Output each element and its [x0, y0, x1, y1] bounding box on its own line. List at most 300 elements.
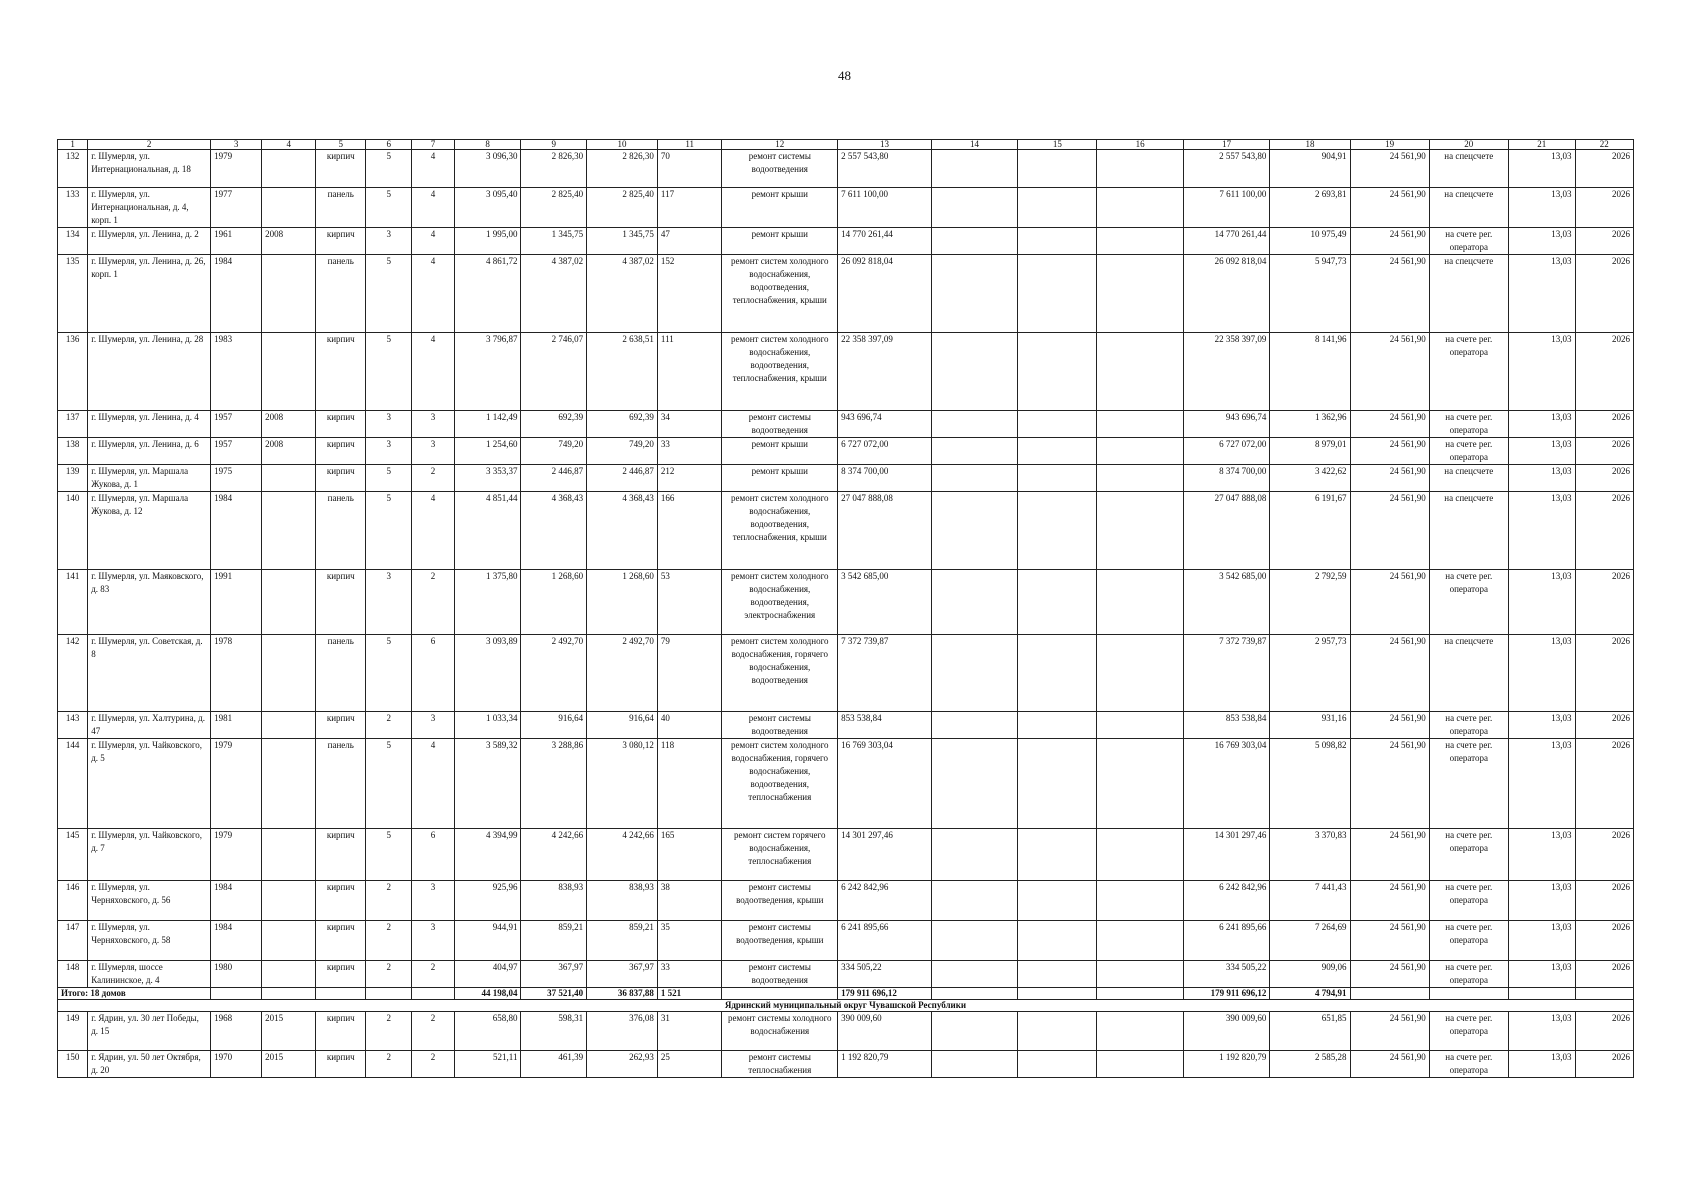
- total-area: 4 394,99: [454, 829, 521, 881]
- year-built: 1961: [211, 228, 262, 255]
- year-overhaul: 2015: [262, 1012, 316, 1051]
- col-15: [1018, 1051, 1097, 1078]
- work-type: ремонт системы холодного водоснабжения: [722, 1012, 838, 1051]
- residential-area: 749,20: [587, 438, 658, 465]
- residents: 212: [657, 465, 722, 492]
- wall-material: кирпич: [316, 333, 366, 411]
- cost-total: 2 557 543,80: [838, 150, 932, 188]
- column-number: 11: [657, 140, 722, 150]
- column-number: 21: [1508, 140, 1575, 150]
- max-unit-cost: 24 561,90: [1350, 829, 1429, 881]
- col-16: [1097, 492, 1183, 570]
- col-14: [931, 411, 1017, 438]
- col-16: [1097, 1012, 1183, 1051]
- completion-year: 2026: [1575, 411, 1633, 438]
- col-16: [1097, 739, 1183, 829]
- row-number: 139: [58, 465, 88, 492]
- col-16: [1097, 570, 1183, 635]
- table-row: [58, 1012, 1634, 1051]
- work-type: ремонт систем холодного водоснабжения, водоотведения, теплоснабжения, крыши: [722, 255, 838, 333]
- entrances: 2: [412, 961, 455, 988]
- col-15: [1018, 465, 1097, 492]
- wall-material: кирпич: [316, 1012, 366, 1051]
- cost-total: 3 542 685,00: [838, 570, 932, 635]
- fund-account: на спецсчете: [1429, 255, 1508, 333]
- max-unit-cost: 24 561,90: [1350, 492, 1429, 570]
- wall-material: панель: [316, 188, 366, 228]
- contribution-rate: 13,03: [1508, 411, 1575, 438]
- col-15: [1018, 411, 1097, 438]
- residential-area: 376,08: [587, 1012, 658, 1051]
- column-number: 1: [58, 140, 88, 150]
- residents: 118: [657, 739, 722, 829]
- col-15: [1018, 961, 1097, 988]
- address: г. Шумерля, ул. Ленина, д. 6: [88, 438, 211, 465]
- total-empty-cell: [1508, 988, 1575, 1000]
- floors: 5: [366, 255, 412, 333]
- cost-total: 8 374 700,00: [838, 465, 932, 492]
- completion-year: 2026: [1575, 1012, 1633, 1051]
- fund-account: на счете рег. оператора: [1429, 712, 1508, 739]
- fund-account: на счете рег. оператора: [1429, 333, 1508, 411]
- col-14: [931, 492, 1017, 570]
- floors: 3: [366, 438, 412, 465]
- col-16: [1097, 333, 1183, 411]
- section-title: Ядринский муниципальный округ Чувашской Республики: [58, 1000, 1634, 1012]
- residents: 79: [657, 635, 722, 712]
- entrances: 4: [412, 255, 455, 333]
- cost-total: 6 727 072,00: [838, 438, 932, 465]
- wall-material: панель: [316, 255, 366, 333]
- work-type: ремонт крыши: [722, 465, 838, 492]
- completion-year: 2026: [1575, 228, 1633, 255]
- table-row: [58, 333, 1634, 411]
- cost-owners: 6 727 072,00: [1183, 438, 1269, 465]
- total-empty-cell: [262, 988, 316, 1000]
- cost-total: 853 538,84: [838, 712, 932, 739]
- col-15: [1018, 492, 1097, 570]
- living-area: 4 368,43: [521, 492, 587, 570]
- col-14: [931, 188, 1017, 228]
- floors: 3: [366, 411, 412, 438]
- contribution-rate: 13,03: [1508, 228, 1575, 255]
- cost-owners: 22 358 397,09: [1183, 333, 1269, 411]
- total-empty-cell: [931, 988, 1017, 1000]
- col-14: [931, 570, 1017, 635]
- floors: 5: [366, 739, 412, 829]
- total-area: 404,97: [454, 961, 521, 988]
- table-row: [58, 465, 1634, 492]
- contribution-rate: 13,03: [1508, 1051, 1575, 1078]
- fund-account: на счете рег. оператора: [1429, 438, 1508, 465]
- col-16: [1097, 438, 1183, 465]
- max-unit-cost: 24 561,90: [1350, 1051, 1429, 1078]
- cost-total: 7 611 100,00: [838, 188, 932, 228]
- cost-owners: 390 009,60: [1183, 1012, 1269, 1051]
- fund-account: на счете рег. оператора: [1429, 1051, 1508, 1078]
- floors: 5: [366, 829, 412, 881]
- year-built: 1984: [211, 881, 262, 921]
- column-number-row: [58, 140, 1634, 150]
- table-row: [58, 492, 1634, 570]
- contribution-rate: 13,03: [1508, 188, 1575, 228]
- unit-cost: 8 141,96: [1270, 333, 1350, 411]
- col-15: [1018, 635, 1097, 712]
- row-number: 133: [58, 188, 88, 228]
- cost-total: 22 358 397,09: [838, 333, 932, 411]
- unit-cost: 651,85: [1270, 1012, 1350, 1051]
- wall-material: кирпич: [316, 465, 366, 492]
- address: г. Ядрин, ул. 50 лет Октября, д. 20: [88, 1051, 211, 1078]
- floors: 3: [366, 570, 412, 635]
- floors: 2: [366, 961, 412, 988]
- unit-cost: 6 191,67: [1270, 492, 1350, 570]
- col-14: [931, 961, 1017, 988]
- address: г. Шумерля, ул. Маршала Жукова, д. 1: [88, 465, 211, 492]
- entrances: 2: [412, 570, 455, 635]
- max-unit-cost: 24 561,90: [1350, 438, 1429, 465]
- total-empty-cell: [316, 988, 366, 1000]
- column-number: 12: [722, 140, 838, 150]
- entrances: 3: [412, 438, 455, 465]
- table-row: [58, 570, 1634, 635]
- column-number: 8: [454, 140, 521, 150]
- work-type: ремонт систем холодного водоснабжения, горячего водоснабжения, водоотведения, теплоснабжения: [722, 739, 838, 829]
- completion-year: 2026: [1575, 921, 1633, 961]
- max-unit-cost: 24 561,90: [1350, 1012, 1429, 1051]
- table-row: [58, 150, 1634, 188]
- year-overhaul: [262, 635, 316, 712]
- table-row: [58, 1051, 1634, 1078]
- table-row: [58, 829, 1634, 881]
- cost-total: 14 770 261,44: [838, 228, 932, 255]
- work-type: ремонт систем холодного водоснабжения, водоотведения, теплоснабжения, крыши: [722, 333, 838, 411]
- floors: 5: [366, 492, 412, 570]
- total-cost: 179 911 696,12: [838, 988, 932, 1000]
- contribution-rate: 13,03: [1508, 881, 1575, 921]
- year-overhaul: [262, 188, 316, 228]
- fund-account: на счете рег. оператора: [1429, 228, 1508, 255]
- col-14: [931, 635, 1017, 712]
- unit-cost: 5 098,82: [1270, 739, 1350, 829]
- col-14: [931, 438, 1017, 465]
- cost-total: 943 696,74: [838, 411, 932, 438]
- year-built: 1978: [211, 635, 262, 712]
- column-number: 3: [211, 140, 262, 150]
- address: г. Шумерля, ул. Советская, д. 8: [88, 635, 211, 712]
- table-row: [58, 961, 1634, 988]
- fund-account: на счете рег. оператора: [1429, 829, 1508, 881]
- work-type: ремонт системы теплоснабжения: [722, 1051, 838, 1078]
- col-16: [1097, 712, 1183, 739]
- entrances: 2: [412, 465, 455, 492]
- cost-owners: 16 769 303,04: [1183, 739, 1269, 829]
- total-empty-cell: [1575, 988, 1633, 1000]
- entrances: 6: [412, 829, 455, 881]
- residents: 40: [657, 712, 722, 739]
- unit-cost: 1 362,96: [1270, 411, 1350, 438]
- address: г. Шумерля, ул. Черняховского, д. 56: [88, 881, 211, 921]
- total-empty-cell: [1018, 988, 1097, 1000]
- residents: 35: [657, 921, 722, 961]
- total-area: 1 375,80: [454, 570, 521, 635]
- col-14: [931, 1051, 1017, 1078]
- total-a8: 44 198,04: [454, 988, 521, 1000]
- residential-area: 367,97: [587, 961, 658, 988]
- year-built: 1975: [211, 465, 262, 492]
- total-empty-cell: [1350, 988, 1429, 1000]
- work-type: ремонт системы водоотведения: [722, 712, 838, 739]
- cost-owners: 6 241 895,66: [1183, 921, 1269, 961]
- address: г. Шумерля, ул. Ленина, д. 4: [88, 411, 211, 438]
- year-overhaul: [262, 255, 316, 333]
- entrances: 4: [412, 188, 455, 228]
- year-built: 1984: [211, 921, 262, 961]
- contribution-rate: 13,03: [1508, 492, 1575, 570]
- residents: 47: [657, 228, 722, 255]
- work-type: ремонт систем холодного водоснабжения, горячего водоснабжения, водоотведения: [722, 635, 838, 712]
- cost-owners: 7 372 739,87: [1183, 635, 1269, 712]
- year-overhaul: [262, 881, 316, 921]
- col-14: [931, 228, 1017, 255]
- max-unit-cost: 24 561,90: [1350, 961, 1429, 988]
- floors: 2: [366, 881, 412, 921]
- completion-year: 2026: [1575, 150, 1633, 188]
- address: г. Шумерля, ул. Черняховского, д. 58: [88, 921, 211, 961]
- col-16: [1097, 635, 1183, 712]
- wall-material: кирпич: [316, 150, 366, 188]
- wall-material: панель: [316, 739, 366, 829]
- column-number: 2: [88, 140, 211, 150]
- max-unit-cost: 24 561,90: [1350, 255, 1429, 333]
- col-14: [931, 333, 1017, 411]
- table-row: [58, 188, 1634, 228]
- max-unit-cost: 24 561,90: [1350, 881, 1429, 921]
- cost-owners: 6 242 842,96: [1183, 881, 1269, 921]
- fund-account: на счете рег. оператора: [1429, 921, 1508, 961]
- column-number: 9: [521, 140, 587, 150]
- residents: 165: [657, 829, 722, 881]
- completion-year: 2026: [1575, 1051, 1633, 1078]
- floors: 5: [366, 465, 412, 492]
- cost-owners: 27 047 888,08: [1183, 492, 1269, 570]
- fund-account: на счете рег. оператора: [1429, 881, 1508, 921]
- cost-owners: 26 092 818,04: [1183, 255, 1269, 333]
- completion-year: 2026: [1575, 829, 1633, 881]
- year-overhaul: [262, 465, 316, 492]
- total-area: 1 033,34: [454, 712, 521, 739]
- entrances: 3: [412, 411, 455, 438]
- year-built: 1979: [211, 150, 262, 188]
- year-overhaul: [262, 739, 316, 829]
- housing-repair-register: [57, 139, 1634, 1078]
- address: г. Шумерля, ул. Маршала Жукова, д. 12: [88, 492, 211, 570]
- contribution-rate: 13,03: [1508, 921, 1575, 961]
- year-built: 1957: [211, 411, 262, 438]
- cost-total: 6 241 895,66: [838, 921, 932, 961]
- floors: 5: [366, 188, 412, 228]
- cost-total: 26 092 818,04: [838, 255, 932, 333]
- cost-total: 7 372 739,87: [838, 635, 932, 712]
- max-unit-cost: 24 561,90: [1350, 150, 1429, 188]
- column-number: 20: [1429, 140, 1508, 150]
- column-number: 7: [412, 140, 455, 150]
- row-number: 135: [58, 255, 88, 333]
- cost-total: 390 009,60: [838, 1012, 932, 1051]
- fund-account: на счете рег. оператора: [1429, 570, 1508, 635]
- total-area: 4 851,44: [454, 492, 521, 570]
- row-number: 141: [58, 570, 88, 635]
- wall-material: кирпич: [316, 712, 366, 739]
- total-area: 4 861,72: [454, 255, 521, 333]
- col-16: [1097, 829, 1183, 881]
- residents: 117: [657, 188, 722, 228]
- residential-area: 2 492,70: [587, 635, 658, 712]
- column-number: 13: [838, 140, 932, 150]
- col-15: [1018, 150, 1097, 188]
- year-built: 1979: [211, 829, 262, 881]
- column-number: 18: [1270, 140, 1350, 150]
- floors: 5: [366, 333, 412, 411]
- work-type: ремонт крыши: [722, 438, 838, 465]
- unit-cost: 2 957,73: [1270, 635, 1350, 712]
- total-a9: 37 521,40: [521, 988, 587, 1000]
- work-type: ремонт систем горячего водоснабжения, теплоснабжения: [722, 829, 838, 881]
- floors: 2: [366, 1012, 412, 1051]
- col-14: [931, 739, 1017, 829]
- wall-material: кирпич: [316, 961, 366, 988]
- address: г. Шумерля, ул. Халтурина, д. 47: [88, 712, 211, 739]
- col-16: [1097, 255, 1183, 333]
- entrances: 4: [412, 333, 455, 411]
- fund-account: на спецсчете: [1429, 150, 1508, 188]
- wall-material: панель: [316, 492, 366, 570]
- residents: 33: [657, 961, 722, 988]
- year-overhaul: [262, 921, 316, 961]
- entrances: 3: [412, 712, 455, 739]
- max-unit-cost: 24 561,90: [1350, 465, 1429, 492]
- table-row: [58, 411, 1634, 438]
- column-number: 10: [587, 140, 658, 150]
- max-unit-cost: 24 561,90: [1350, 712, 1429, 739]
- total-c18: 4 794,91: [1270, 988, 1350, 1000]
- residential-area: 4 387,02: [587, 255, 658, 333]
- wall-material: панель: [316, 635, 366, 712]
- cost-owners: 334 505,22: [1183, 961, 1269, 988]
- column-number: 5: [316, 140, 366, 150]
- wall-material: кирпич: [316, 570, 366, 635]
- total-empty-cell: [1429, 988, 1508, 1000]
- living-area: 2 825,40: [521, 188, 587, 228]
- work-type: ремонт системы водоотведения: [722, 961, 838, 988]
- col-16: [1097, 1051, 1183, 1078]
- residential-area: 2 446,87: [587, 465, 658, 492]
- year-built: 1984: [211, 255, 262, 333]
- entrances: 3: [412, 921, 455, 961]
- residential-area: 4 368,43: [587, 492, 658, 570]
- cost-owners: 853 538,84: [1183, 712, 1269, 739]
- entrances: 2: [412, 1051, 455, 1078]
- total-area: 3 096,30: [454, 150, 521, 188]
- total-area: 925,96: [454, 881, 521, 921]
- floors: 2: [366, 1051, 412, 1078]
- unit-cost: 931,16: [1270, 712, 1350, 739]
- residential-area: 838,93: [587, 881, 658, 921]
- address: г. Ядрин, ул. 30 лет Победы, д. 15: [88, 1012, 211, 1051]
- fund-account: на счете рег. оператора: [1429, 739, 1508, 829]
- entrances: 6: [412, 635, 455, 712]
- contribution-rate: 13,03: [1508, 712, 1575, 739]
- total-area: 1 995,00: [454, 228, 521, 255]
- year-overhaul: 2008: [262, 228, 316, 255]
- total-empty-cell: [412, 988, 455, 1000]
- completion-year: 2026: [1575, 438, 1633, 465]
- living-area: 2 826,30: [521, 150, 587, 188]
- floors: 5: [366, 635, 412, 712]
- residential-area: 2 638,51: [587, 333, 658, 411]
- address: г. Шумерля, ул. Ленина, д. 26, корп. 1: [88, 255, 211, 333]
- column-number: 6: [366, 140, 412, 150]
- cost-owners: 943 696,74: [1183, 411, 1269, 438]
- floors: 5: [366, 150, 412, 188]
- work-type: ремонт системы водоотведения: [722, 411, 838, 438]
- living-area: 367,97: [521, 961, 587, 988]
- entrances: 4: [412, 492, 455, 570]
- contribution-rate: 13,03: [1508, 961, 1575, 988]
- work-type: ремонт систем холодного водоснабжения, водоотведения, теплоснабжения, крыши: [722, 492, 838, 570]
- row-number: 132: [58, 150, 88, 188]
- total-area: 1 254,60: [454, 438, 521, 465]
- residents: 70: [657, 150, 722, 188]
- living-area: 1 345,75: [521, 228, 587, 255]
- col-14: [931, 829, 1017, 881]
- wall-material: кирпич: [316, 829, 366, 881]
- row-number: 134: [58, 228, 88, 255]
- col-14: [931, 255, 1017, 333]
- fund-account: на спецсчете: [1429, 188, 1508, 228]
- year-built: 1991: [211, 570, 262, 635]
- year-overhaul: 2008: [262, 438, 316, 465]
- residential-area: 1 345,75: [587, 228, 658, 255]
- unit-cost: 909,06: [1270, 961, 1350, 988]
- unit-cost: 3 370,83: [1270, 829, 1350, 881]
- wall-material: кирпич: [316, 228, 366, 255]
- year-built: 1968: [211, 1012, 262, 1051]
- contribution-rate: 13,03: [1508, 255, 1575, 333]
- row-number: 146: [58, 881, 88, 921]
- wall-material: кирпич: [316, 411, 366, 438]
- completion-year: 2026: [1575, 255, 1633, 333]
- col-16: [1097, 188, 1183, 228]
- total-area: 3 093,89: [454, 635, 521, 712]
- column-number: 15: [1018, 140, 1097, 150]
- year-overhaul: [262, 570, 316, 635]
- residents: 25: [657, 1051, 722, 1078]
- address: г. Шумерля, ул. Ленина, д. 28: [88, 333, 211, 411]
- unit-cost: 7 441,43: [1270, 881, 1350, 921]
- year-built: 1981: [211, 712, 262, 739]
- residential-area: 859,21: [587, 921, 658, 961]
- residential-area: 3 080,12: [587, 739, 658, 829]
- year-overhaul: [262, 492, 316, 570]
- entrances: 3: [412, 881, 455, 921]
- col-16: [1097, 411, 1183, 438]
- year-overhaul: [262, 961, 316, 988]
- total-c17: 179 911 696,12: [1183, 988, 1269, 1000]
- col-14: [931, 712, 1017, 739]
- contribution-rate: 13,03: [1508, 438, 1575, 465]
- row-number: 144: [58, 739, 88, 829]
